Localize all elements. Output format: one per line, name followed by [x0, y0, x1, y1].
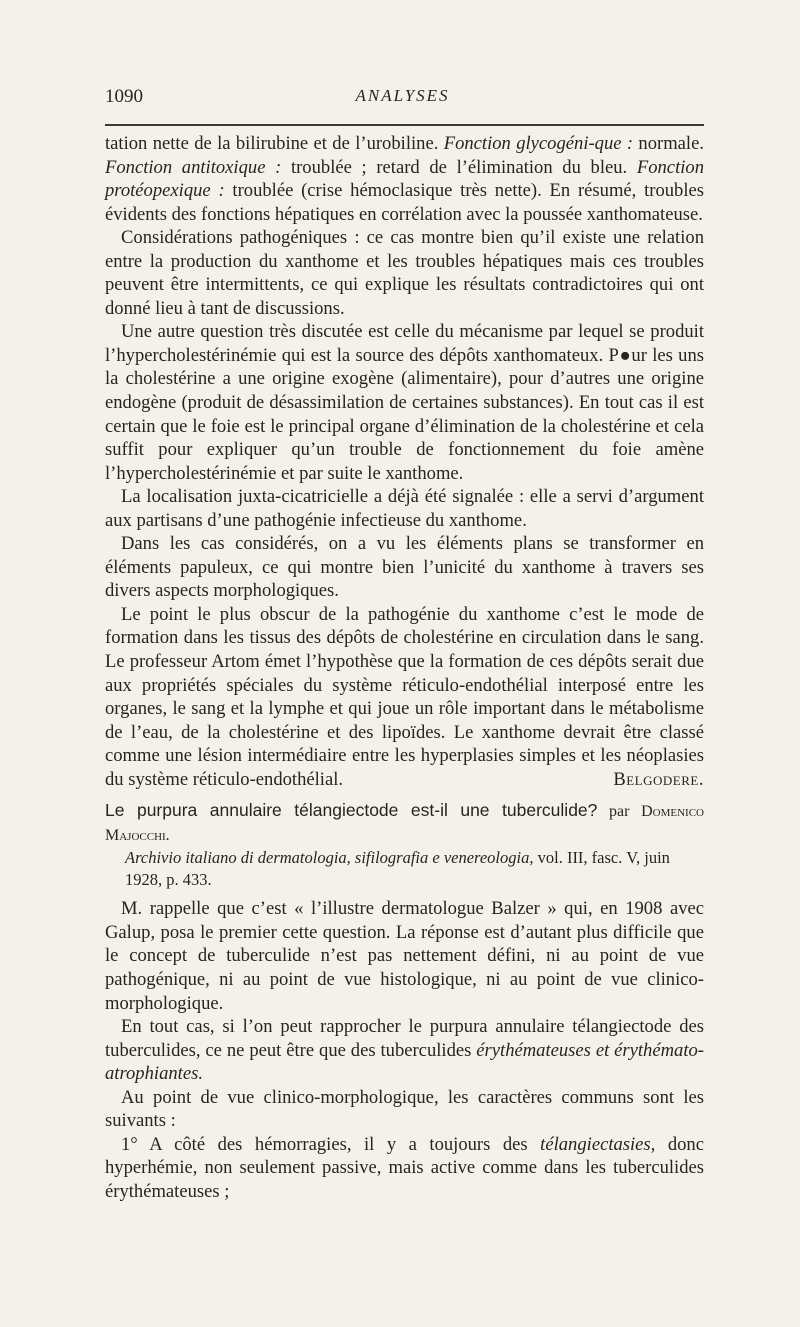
paragraph: Dans les cas considérés, on a vu les éléments plans se transformer en éléments papuleux, ce qui montre bien l’unicité du xanthome à travers ses divers aspects morphologiques. [105, 533, 704, 602]
page-header [105, 86, 700, 112]
paragraph: La localisation juxta-cicatricielle a déjà été signalée : elle a servi d’argument aux partisans d’une pathogénie infectieuse du xanthome. [105, 486, 704, 531]
text-run: 1° A côté des hémorragies, il y a toujours des [121, 1133, 541, 1155]
author: Domenico Majocchi. [105, 803, 704, 845]
page-number: 1090 [105, 86, 143, 107]
reference [105, 847, 704, 891]
journal-name: Archivio italiano di dermatologia, sifilografia e venereologia, [125, 848, 534, 868]
paragraph [105, 1015, 704, 1086]
text-run: normale. [633, 133, 705, 154]
article-title-text: Le purpura annulaire télangiectode est-il une tuberculide? [105, 800, 598, 821]
paragraph [105, 1133, 704, 1204]
text-run: Le point le plus obscur de la pathogénie du xanthome c’est le mode de formation dans les tissus des dépôts de cholestérine en circulation dans le sang. Le professeur Artom émet l’hypothèse que la formation de ces dépôts serait due aux propriétés spéciales du système réticulo-endothélial interposé entre les organes, le sang et la lymphe et qui joue un rôle important dans le métabolisme de l’eau, de la cholestérine et des lipoïdes. Le xanthome devrait être classé comme une lésion intermédiaire entre les hyperplasies simples et les néoplasies du système réticulo-endothélial. [105, 603, 704, 790]
by-text: par [597, 803, 642, 821]
paragraph: M. rappelle que c’est « l’illustre dermatologue Balzer » qui, en 1908 avec Galup, posa le premier cette question. La réponse est d’autant plus difficile que le concept de tuberculide n’est pas nettement défini, ni au point de vue pathogénique, ni au point de vue histologique, ni au point de vue clinico-morphologique. [105, 898, 704, 1014]
signature: Belgodere. [613, 768, 704, 790]
italic-run: Fonction protéopexique : [105, 156, 704, 202]
text-run: troublée ; retard de l’élimination du bleu. [281, 156, 637, 178]
paragraph [105, 132, 704, 226]
text-run: donc hyperhémie, non seulement passive, mais active comme dans les tuberculides érythémateuses ; [105, 1133, 704, 1202]
paragraph: Au point de vue clinico-morphologique, les caractères communs sont les suivants : [105, 1086, 704, 1132]
paragraph [105, 603, 704, 791]
header-rule [105, 124, 704, 126]
italic-run: érythémateuses et érythémato-atrophiantes. [105, 1039, 704, 1085]
text-run: troublée (crise hémoclasique très nette). En résumé, troubles évidents des fonctions hépatiques en corrélation avec la poussée xanthomateuse. [105, 180, 704, 225]
text-run: tation nette de la bilirubine et de l’urobiline. [105, 133, 444, 154]
italic-run: Fonction antitoxique : [105, 156, 282, 178]
main-text [105, 132, 704, 1203]
paragraph: Une autre question très discutée est celle du mécanisme par lequel se produit l’hypercholestérinémie qui est la source des dépôts xanthomateux. P●ur les uns la cholestérine a une origine exogène (alimentaire), pour d’autres une origine endogène (produit de désassimilation de certaines substances). En tout cas il est certain que le foie est le principal organe d’élimination de la cholestérine et cela suffit pour expliquer qu’un trouble de fonctionnement du foie amène l’hypercholestérinémie et par suite le xanthome. [105, 321, 704, 484]
italic-run: télangiectasies, [540, 1133, 656, 1155]
article-title [105, 799, 704, 847]
paragraph: Considérations pathogéniques : ce cas montre bien qu’il existe une relation entre la production du xanthome et les troubles hépatiques mais ces troubles peuvent être intermittents, ce qui explique les résultats contradictoires qui ont donné lieu à tant de discussions. [105, 227, 704, 319]
reference-details: vol. III, fasc. V, juin 1928, p. 433. [125, 848, 670, 890]
text-run: En tout cas, si l’on peut rapprocher le purpura annulaire télangiectode des tuberculides, ce ne peut être que des tuberculides [105, 1016, 704, 1061]
running-title: ANALYSES [355, 86, 450, 105]
italic-run: Fonction glycogéni-que : [443, 133, 634, 154]
